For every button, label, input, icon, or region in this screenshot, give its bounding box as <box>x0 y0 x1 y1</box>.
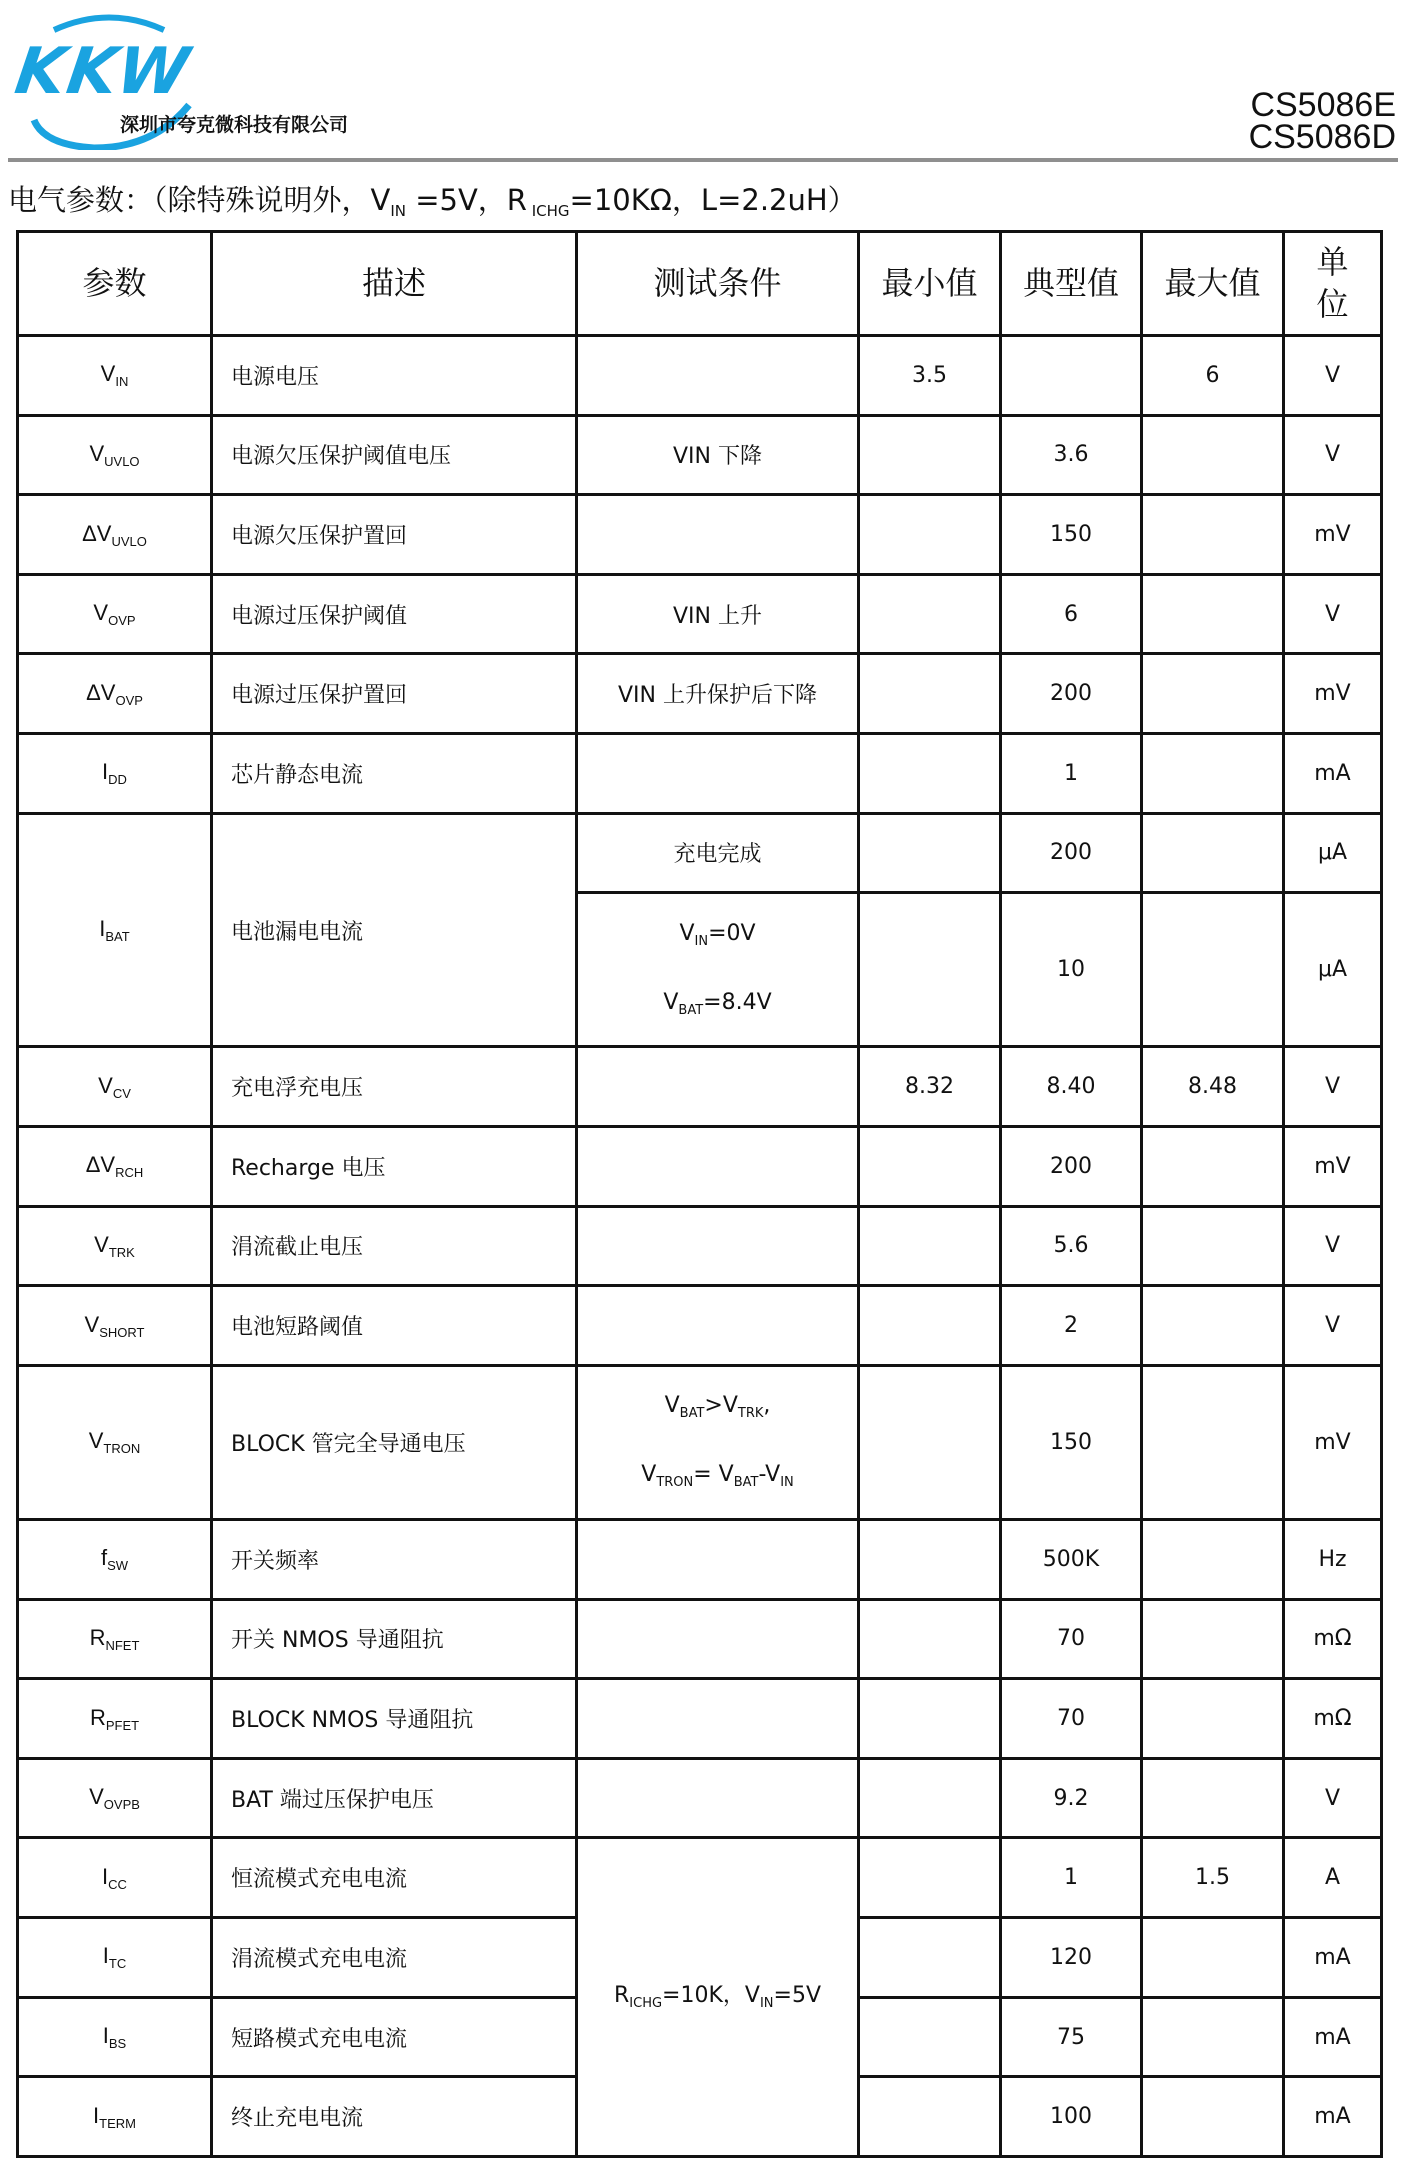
unit: V <box>1284 574 1382 654</box>
max-value <box>1142 574 1284 654</box>
param-description: 电源过压保护置回 <box>212 654 577 734</box>
typ-value: 8.40 <box>1001 1047 1142 1127</box>
unit: V <box>1284 1758 1382 1838</box>
typ-value: 120 <box>1001 1918 1142 1998</box>
param-symbol: $\Delta V_{OVP}$ <box>18 654 212 734</box>
min-value <box>859 574 1001 654</box>
max-value <box>1142 1206 1284 1286</box>
param-description: BAT 端过压保护电压 <box>212 1758 577 1838</box>
unit: Hz <box>1284 1520 1382 1600</box>
min-value <box>859 415 1001 495</box>
param-symbol: $V_{OVPB}$ <box>18 1758 212 1838</box>
table-row <box>18 1679 1382 1759</box>
max-value <box>1142 813 1284 893</box>
max-value <box>1142 893 1284 1047</box>
table-row <box>18 1286 1382 1366</box>
param-description: Recharge 电压 <box>212 1127 577 1207</box>
header-desc: 描述 <box>212 232 577 336</box>
max-value <box>1142 495 1284 575</box>
header-min: 最小值 <box>859 232 1001 336</box>
param-description: 涓流模式充电电流 <box>212 1918 577 1998</box>
param-description: 终止充电电流 <box>212 2077 577 2157</box>
min-value <box>859 893 1001 1047</box>
param-description: 短路模式充电电流 <box>212 1997 577 2077</box>
unit: A <box>1284 1838 1382 1918</box>
typ-value: 5.6 <box>1001 1206 1142 1286</box>
unit: mV <box>1284 1365 1382 1519</box>
max-value <box>1142 1599 1284 1679</box>
test-condition <box>577 1286 859 1366</box>
table-row <box>18 1206 1382 1286</box>
typ-value: 150 <box>1001 495 1142 575</box>
table-row-ibat <box>18 813 1382 893</box>
table-header-row <box>18 232 1382 336</box>
test-condition <box>577 1127 859 1207</box>
param-symbol: $V_{TRON}$ <box>18 1365 212 1519</box>
test-condition <box>577 1599 859 1679</box>
header-cond: 测试条件 <box>577 232 859 336</box>
part-number-d: CS5086D <box>1248 118 1396 156</box>
max-value <box>1142 2077 1284 2157</box>
table-row <box>18 495 1382 575</box>
min-value <box>859 495 1001 575</box>
param-symbol: $I_{BAT}$ <box>18 813 212 1047</box>
max-value: 6 <box>1142 336 1284 416</box>
unit: V <box>1284 415 1382 495</box>
min-value <box>859 1838 1001 1918</box>
header-max: 最大值 <box>1142 232 1284 336</box>
header-typ: 典型值 <box>1001 232 1142 336</box>
min-value: 8.32 <box>859 1047 1001 1127</box>
typ-value: 100 <box>1001 2077 1142 2157</box>
max-value <box>1142 1679 1284 1759</box>
param-symbol: $f_{SW}$ <box>18 1520 212 1600</box>
param-symbol: $V_{CV}$ <box>18 1047 212 1127</box>
param-symbol: $\Delta V_{RCH}$ <box>18 1127 212 1207</box>
page-header <box>0 0 1408 170</box>
param-symbol: $R_{PFET}$ <box>18 1679 212 1759</box>
typ-value: 9.2 <box>1001 1758 1142 1838</box>
test-condition <box>577 495 859 575</box>
min-value <box>859 1127 1001 1207</box>
max-value <box>1142 1997 1284 2077</box>
param-description: 电源欠压保护置回 <box>212 495 577 575</box>
min-value <box>859 1679 1001 1759</box>
min-value <box>859 1286 1001 1366</box>
min-value <box>859 813 1001 893</box>
param-symbol: $R_{NFET}$ <box>18 1599 212 1679</box>
param-description: 充电浮充电压 <box>212 1047 577 1127</box>
param-description: 恒流模式充电电流 <box>212 1838 577 1918</box>
min-value <box>859 1599 1001 1679</box>
max-value <box>1142 654 1284 734</box>
header-unit: 单 位 <box>1284 232 1382 336</box>
table-row <box>18 654 1382 734</box>
typ-value: 3.6 <box>1001 415 1142 495</box>
part-number-e: CS5086E <box>1250 86 1396 124</box>
max-value <box>1142 1520 1284 1600</box>
typ-value: 10 <box>1001 893 1142 1047</box>
unit: mΩ <box>1284 1599 1382 1679</box>
max-value <box>1142 1365 1284 1519</box>
unit: μA <box>1284 893 1382 1047</box>
param-description: 开关 NMOS 导通阻抗 <box>212 1599 577 1679</box>
table-row <box>18 734 1382 814</box>
test-condition: $R_{ICHG}=10K$，$V_{IN}=5V$ <box>577 1838 859 2157</box>
min-value <box>859 1365 1001 1519</box>
param-description: 电池漏电电流 <box>212 813 577 1047</box>
unit: V <box>1284 1047 1382 1127</box>
min-value <box>859 654 1001 734</box>
param-symbol: $V_{TRK}$ <box>18 1206 212 1286</box>
max-value: 8.48 <box>1142 1047 1284 1127</box>
typ-value: 200 <box>1001 1127 1142 1207</box>
test-condition <box>577 1758 859 1838</box>
test-condition <box>577 1047 859 1127</box>
table-row <box>18 1758 1382 1838</box>
typ-value: 75 <box>1001 1997 1142 2077</box>
test-condition <box>577 1206 859 1286</box>
unit: mV <box>1284 495 1382 575</box>
param-description: 芯片静态电流 <box>212 734 577 814</box>
test-condition <box>577 1679 859 1759</box>
typ-value: 150 <box>1001 1365 1142 1519</box>
table-row <box>18 1838 1382 1918</box>
table-row <box>18 336 1382 416</box>
param-description: BLOCK NMOS 导通阻抗 <box>212 1679 577 1759</box>
max-value <box>1142 1758 1284 1838</box>
company-name: 深圳市夸克微科技有限公司 <box>120 114 349 136</box>
param-symbol: $I_{BS}$ <box>18 1997 212 2077</box>
min-value: 3.5 <box>859 336 1001 416</box>
param-symbol: $I_{DD}$ <box>18 734 212 814</box>
param-description: 开关频率 <box>212 1520 577 1600</box>
typ-value: 1 <box>1001 734 1142 814</box>
test-condition: 充电完成 <box>577 813 859 893</box>
param-description: 电源欠压保护阈值电压 <box>212 415 577 495</box>
param-description: BLOCK 管完全导通电压 <box>212 1365 577 1519</box>
param-description: 涓流截止电压 <box>212 1206 577 1286</box>
param-description: 电源过压保护阈值 <box>212 574 577 654</box>
test-condition: VIN 下降 <box>577 415 859 495</box>
min-value <box>859 734 1001 814</box>
min-value <box>859 1997 1001 2077</box>
test-condition <box>577 734 859 814</box>
typ-value: 2 <box>1001 1286 1142 1366</box>
typ-value: 70 <box>1001 1599 1142 1679</box>
test-condition <box>577 1520 859 1600</box>
typ-value: 6 <box>1001 574 1142 654</box>
typ-value: 500K <box>1001 1520 1142 1600</box>
unit: mV <box>1284 1127 1382 1207</box>
param-description: 电源电压 <box>212 336 577 416</box>
max-value <box>1142 734 1284 814</box>
test-condition <box>577 336 859 416</box>
unit: mA <box>1284 1918 1382 1998</box>
param-symbol: $V_{SHORT}$ <box>18 1286 212 1366</box>
min-value <box>859 1918 1001 1998</box>
table-row <box>18 574 1382 654</box>
typ-value: 1 <box>1001 1838 1142 1918</box>
param-symbol: $\Delta V_{UVLO}$ <box>18 495 212 575</box>
param-symbol: $I_{TERM}$ <box>18 2077 212 2157</box>
table-row <box>18 1047 1382 1127</box>
unit: mΩ <box>1284 1679 1382 1759</box>
max-value <box>1142 1918 1284 1998</box>
typ-value <box>1001 336 1142 416</box>
test-condition: $V_{IN}=0V$ $V_{BAT}=8.4V$ <box>577 893 859 1047</box>
table-row <box>18 1520 1382 1600</box>
param-description: 电池短路阈值 <box>212 1286 577 1366</box>
header-param: 参数 <box>18 232 212 336</box>
param-symbol: $V_{OVP}$ <box>18 574 212 654</box>
test-condition: VIN 上升保护后下降 <box>577 654 859 734</box>
unit: mA <box>1284 2077 1382 2157</box>
header-divider <box>8 158 1398 162</box>
param-symbol: $V_{UVLO}$ <box>18 415 212 495</box>
max-value <box>1142 1286 1284 1366</box>
typ-value: 70 <box>1001 1679 1142 1759</box>
min-value <box>859 1758 1001 1838</box>
max-value: 1.5 <box>1142 1838 1284 1918</box>
unit: V <box>1284 336 1382 416</box>
min-value <box>859 2077 1001 2157</box>
unit: μA <box>1284 813 1382 893</box>
unit: mV <box>1284 654 1382 734</box>
min-value <box>859 1206 1001 1286</box>
typ-value: 200 <box>1001 654 1142 734</box>
table-row-vtron <box>18 1365 1382 1519</box>
table-body <box>18 336 1382 2157</box>
max-value <box>1142 1127 1284 1207</box>
unit: V <box>1284 1286 1382 1366</box>
max-value <box>1142 415 1284 495</box>
min-value <box>859 1520 1001 1600</box>
unit: mA <box>1284 1997 1382 2077</box>
test-condition: VIN 上升 <box>577 574 859 654</box>
table-row <box>18 415 1382 495</box>
typ-value: 200 <box>1001 813 1142 893</box>
unit: mA <box>1284 734 1382 814</box>
electrical-parameters-table <box>16 230 1383 2158</box>
unit: V <box>1284 1206 1382 1286</box>
param-symbol: $I_{CC}$ <box>18 1838 212 1918</box>
table-row <box>18 1127 1382 1207</box>
table-row <box>18 1599 1382 1679</box>
test-condition: $V_{BAT}>V_{TRK}$, $V_{TRON}= V_{BAT}-V_{IN}$ <box>577 1365 859 1519</box>
param-symbol: $I_{TC}$ <box>18 1918 212 1998</box>
param-symbol: $V_{IN}$ <box>18 336 212 416</box>
logo-wordmark: KKW <box>10 35 196 109</box>
test-conditions-line: 电气参数：（除特殊说明外，$V_{IN} =5V$，R $_{ICHG}$=10KΩ，L=2.2uH） <box>8 183 857 220</box>
